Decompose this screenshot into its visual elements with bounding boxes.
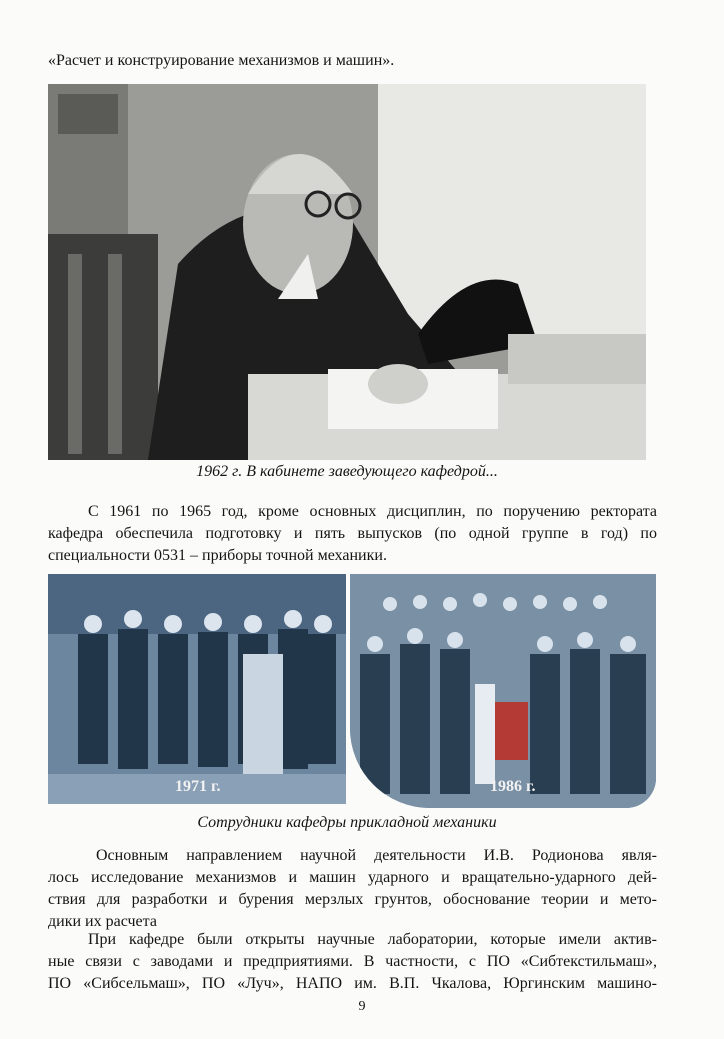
photo-group-1986-image [350,574,656,808]
paragraph-line: лось исследование механизмов и машин ударного и вращательно-ударного дей- [48,869,657,886]
paragraph-laboratories [48,929,657,995]
paragraph-line: ПО «Сибсельмаш», ПО «Луч», НАПО им. В.П. Чкалова, Юргинским машино- [48,975,657,992]
paragraph-line: ные связи с заводами и предприятиями. В частности, с ПО «Сибтекстильмаш», [48,953,657,970]
paragraph-line: При кафедре были открыты научные лаборатории, которые имели актив- [88,931,657,948]
photos-caption: Сотрудники кафедры прикладной механики [197,814,497,831]
page-number: 9 [358,999,366,1014]
photo-office-1962 [48,84,646,460]
photo-group-1971-image [48,574,346,804]
paragraph-line: Основным направлением научной деятельности И.В. Родионова явля- [96,847,657,864]
photo-group-1971 [48,574,346,804]
intro-line: «Расчет и конструирование механизмов и машин». [48,52,395,69]
paragraph-line: С 1961 по 1965 год, кроме основных дисциплин, по поручению ректората [88,503,657,520]
photo-group-1986 [350,574,656,808]
paragraph-research-direction [48,845,657,933]
photo-office-caption: 1962 г. В кабинете заведующего кафедрой... [196,463,498,480]
photo-office-1962-image [48,84,646,460]
paragraph-line: кафедра обеспечила подготовку и пять выпусков (по одной группе в год) по [48,525,657,542]
year-label-1986: 1986 г. [490,778,536,795]
year-label-1971: 1971 г. [175,778,221,795]
paragraph-line: специальности 0531 – приборы точной механики. [48,547,387,564]
paragraph-line: ствия для разработки и бурения мерзлых грунтов, обоснование теории и мето- [48,891,657,908]
paragraph-line: дики их расчета [48,913,157,930]
paragraph-1961-1965 [48,501,657,567]
